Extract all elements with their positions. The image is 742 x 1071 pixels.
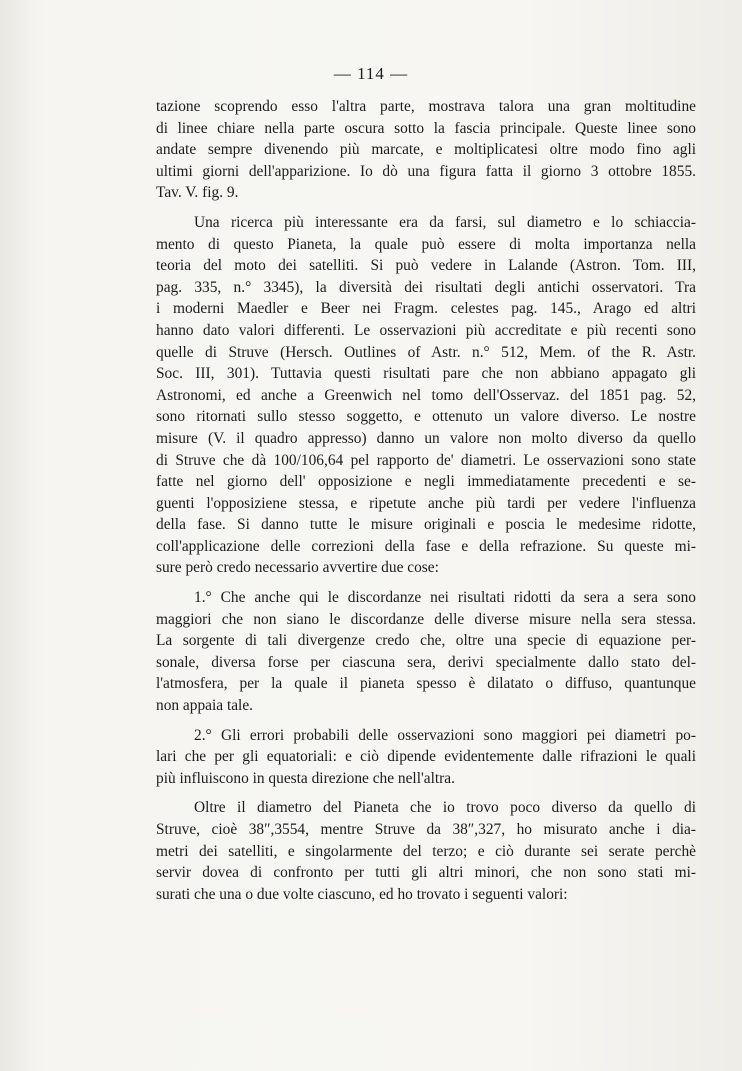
text-line: Soc. III, 301). Tuttavia questi risultati pare che non abbiano appagato gli [156, 365, 696, 383]
text-line: Oltre il diametro del Pianeta che io trovo poco diverso da quello di [194, 799, 696, 817]
page-number: — 114 — [333, 64, 409, 83]
paragraph-2 [156, 212, 696, 579]
text-line: hanno dato valori differenti. Le osservazioni più accreditate e più recenti sono [156, 321, 696, 339]
paragraph-3 [156, 587, 696, 717]
text-line: più influiscono in questa direzione che nell'altra. [156, 769, 455, 787]
body-text [156, 96, 696, 905]
text-line: teoria del moto dei satelliti. Si può vedere in Lalande (Astron. Tom. III, [156, 257, 696, 275]
text-line: mento di questo Pianeta, la quale può essere di molta importanza nella [156, 235, 696, 253]
text-line: sonale, diversa forse per ciascuna sera, derivi specialmente dallo stato del- [156, 653, 696, 671]
paragraph-4 [156, 725, 696, 790]
text-line: coll'applicazione delle correzioni della fase e della refrazione. Su queste mi- [156, 537, 696, 555]
text-line: Astronomi, ed anche a Greenwich nel tomo dell'Osservaz. del 1851 pag. 52, [156, 386, 696, 404]
text-line: 1.° Che anche qui le discordanze nei risultati ridotti da sera a sera sono [194, 589, 696, 607]
text-line: misure (V. il quadro appresso) danno un valore non molto diverso da quello [156, 429, 696, 447]
text-line: La sorgente di tali divergenze credo che, oltre una specie di equazione per- [156, 632, 696, 650]
text-line: pag. 335, n.° 3345), la diversità dei risultati degli antichi osservatori. Tra [156, 278, 696, 296]
text-line: Struve, cioè 38″,3554, mentre Struve da 38″,327, ho misurato anche i dia- [156, 821, 696, 838]
text-line: sono ritornati sullo stesso soggetto, e ottenuto un valore diverso. Le nostre [156, 408, 696, 426]
text-line: Tav. V. fig. 9. [156, 184, 239, 202]
text-line: servir dovea di confronto per tutti gli altri minori, che non sono stati mi- [156, 864, 696, 882]
text-line: sure però credo necessario avvertire due cose: [156, 559, 439, 577]
text-line: 2.° Gli errori probabili delle osservazioni sono maggiori pei diametri po- [194, 726, 696, 744]
text-line: metri dei satelliti, e singolarmente del terzo; e ciò durante sei serate perchè [156, 842, 696, 860]
text-line: maggiori che non siano le discordanze delle diverse misure nella sera stessa. [156, 610, 696, 628]
text-line: di Struve che dà 100/106,64 pel rapporto de' diametri. Le osservazioni sono state [156, 451, 696, 469]
text-line: Una ricerca più interessante era da farsi, sul diametro e lo schiaccia- [194, 213, 696, 231]
text-line: della fase. Si danno tutte le misure originali e poscia le medesime ridotte, [156, 516, 696, 534]
paragraph-5 [156, 797, 696, 905]
text-line: quelle di Struve (Hersch. Outlines of Astr. n.° 512, Mem. of the R. Astr. [156, 343, 696, 361]
text-line: i moderni Maedler e Beer nei Fragm. celestes pag. 145., Arago ed altri [156, 300, 696, 318]
paragraph-1 [156, 96, 696, 204]
text-line: ultimi giorni dell'apparizione. Io dò una figura fatta il giorno 3 ottobre 1855. [156, 162, 696, 180]
text-line: lari che per gli equatoriali: e ciò dipende evidentemente dalle rifrazioni le quali [156, 748, 696, 766]
text-line: tazione scoprendo esso l'altra parte, mostrava talora una gran moltitudine [156, 98, 696, 115]
text-line: surati che una o due volte ciascuno, ed ho trovato i seguenti valori: [156, 885, 568, 903]
text-line: non appaia tale. [156, 697, 254, 715]
text-line: di linee chiare nella parte oscura sotto la fascia principale. Queste linee sono [156, 119, 696, 137]
text-line: l'atmosfera, per la quale il pianeta spesso è dilatato o diffuso, quantunque [156, 675, 696, 693]
text-line: fatte nel giorno dell' opposizione e negli immediatamente precedenti e se- [156, 473, 696, 491]
text-line: guenti l'opposiziene stessa, e ripetute anche più tardi per vedere l'influenza [156, 494, 696, 512]
text-line: andate sempre divenendo più marcate, e moltiplicatesi oltre modo fino agli [156, 141, 696, 159]
